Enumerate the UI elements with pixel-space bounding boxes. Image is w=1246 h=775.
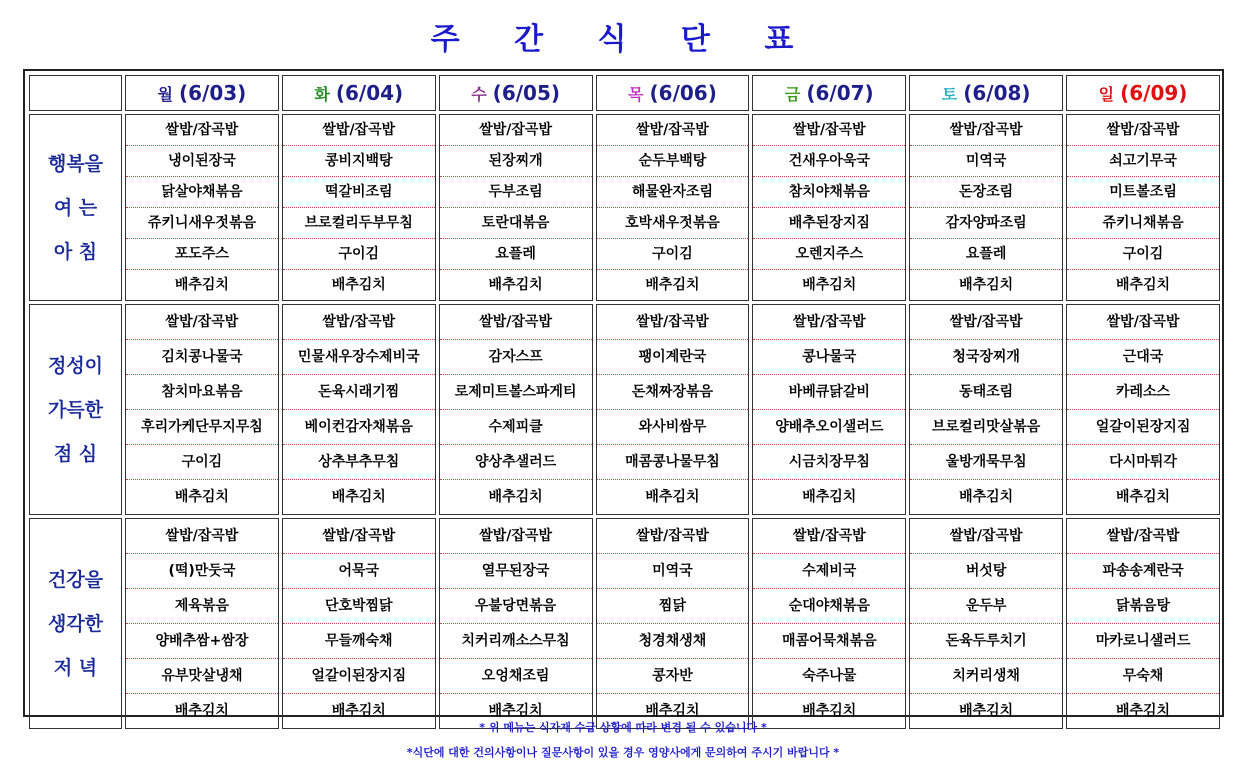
day-header — [1066, 75, 1220, 111]
menu-item: 배추김치 — [802, 277, 857, 293]
day-date: (6/03) — [178, 81, 247, 105]
menu-item: 참치마요볶음 — [126, 375, 278, 410]
menu-item: 양배추오이샐러드 — [753, 410, 905, 445]
menu-item-list — [910, 115, 1062, 300]
menu-cell — [439, 518, 593, 729]
day-icon: 월 — [157, 85, 173, 104]
day-header — [282, 75, 436, 111]
menu-item: 베이컨감자채볶음 — [283, 410, 435, 445]
menu-item-list — [597, 115, 749, 300]
menu-item: 배추김치 — [645, 489, 700, 505]
menu-cell — [282, 114, 436, 301]
menu-item-list — [753, 115, 905, 300]
menu-item: 호박새우젓볶음 — [597, 208, 749, 239]
menu-item: 어묵국 — [283, 554, 435, 589]
menu-item: 배추김치 — [1115, 703, 1171, 719]
menu-item: 다시마튀각 — [1067, 445, 1219, 480]
meal-label-line: 가득한 — [47, 398, 104, 421]
meal-label-line: 점 심 — [53, 442, 98, 465]
menu-item: 콩자반 — [597, 659, 749, 694]
menu-item: 참치야채볶음 — [753, 177, 905, 208]
menu-item: 요플레 — [910, 239, 1062, 270]
menu-item: 울방개묵무침 — [910, 445, 1062, 480]
menu-item: 배추김치 — [488, 489, 543, 505]
menu-item: 쌀밥/잡곡밥 — [126, 305, 278, 340]
menu-item: 동태조림 — [910, 375, 1062, 410]
menu-item-list — [1067, 519, 1219, 728]
header-row — [29, 75, 1220, 111]
day-icon: 목 — [628, 85, 644, 104]
menu-item: 숙주나물 — [753, 659, 905, 694]
menu-item: 치커리깨소스무침 — [440, 624, 592, 659]
menu-item: 무들깨숙채 — [283, 624, 435, 659]
menu-item: 브로컬리맛살볶음 — [910, 410, 1062, 445]
day-header — [909, 75, 1063, 111]
menu-cell — [125, 114, 279, 301]
menu-item-list — [440, 115, 592, 300]
menu-item-list — [440, 305, 592, 514]
day-header — [596, 75, 750, 111]
menu-item: 카레소스 — [1067, 375, 1219, 410]
menu-item: 구이김 — [283, 239, 435, 270]
menu-item: 마카로니샐러드 — [1067, 624, 1219, 659]
day-header — [439, 75, 593, 111]
day-icon: 수 — [471, 85, 487, 104]
notice-line-1: * 위 메뉴는 식자재 수급 상황에 따라 변경 될 수 있습니다 * — [479, 721, 767, 734]
menu-item: 얼갈이된장지짐 — [1067, 410, 1219, 445]
menu-item: 구이김 — [126, 445, 278, 480]
menu-item: 매콤어묵채볶음 — [753, 624, 905, 659]
menu-item-list — [126, 115, 278, 300]
menu-item: 김치콩나물국 — [126, 340, 278, 375]
menu-item: 수제비국 — [753, 554, 905, 589]
menu-item: 돈육시래기찜 — [283, 375, 435, 410]
menu-item: 청경채생채 — [597, 624, 749, 659]
menu-item: 쌀밥/잡곡밥 — [910, 305, 1062, 340]
menu-item: 쌀밥/잡곡밥 — [753, 115, 905, 146]
meal-row — [29, 518, 1220, 729]
menu-item: 쌀밥/잡곡밥 — [597, 115, 749, 146]
weekly-menu-table — [26, 72, 1223, 732]
menu-item: 후리가케단무지무침 — [126, 410, 278, 445]
meal-label-line: 생각한 — [47, 612, 104, 635]
menu-item: 수제피클 — [440, 410, 592, 445]
day-icon: 일 — [1098, 85, 1115, 104]
menu-cell — [125, 304, 279, 515]
menu-item: 상추부추무침 — [283, 445, 435, 480]
menu-item-list — [597, 519, 749, 728]
menu-item: 돈장조림 — [910, 177, 1062, 208]
menu-item: 배추김치 — [959, 489, 1014, 505]
menu-item: 쌀밥/잡곡밥 — [126, 519, 278, 554]
meal-label-line: 정성이 — [47, 354, 104, 377]
menu-item: 배추김치 — [959, 703, 1014, 719]
menu-cell — [596, 304, 750, 515]
menu-item: 감자스프 — [440, 340, 592, 375]
day-icon: 금 — [784, 85, 801, 104]
day-header — [752, 75, 906, 111]
menu-cell — [909, 304, 1063, 515]
menu-item: 배추김치 — [488, 703, 543, 719]
page-title: 주 간 식 단 표 — [430, 22, 816, 57]
menu-item: 구이김 — [1067, 239, 1219, 270]
menu-item-list — [910, 305, 1062, 514]
menu-item: 찜닭 — [597, 589, 749, 624]
notice-line-2: *식단에 대한 건의사항이나 질문사항이 있을 경우 영양사에게 문의하여 주시기 바랍니다 * — [406, 746, 840, 759]
menu-item: 와사비쌈무 — [597, 410, 749, 445]
menu-item-list — [283, 305, 435, 514]
menu-cell — [752, 114, 906, 301]
day-icon: 화 — [314, 85, 330, 104]
menu-item: 쌀밥/잡곡밥 — [597, 305, 749, 340]
menu-item: 배추김치 — [802, 489, 857, 505]
menu-item: 배추김치 — [331, 277, 386, 293]
menu-item-list — [597, 305, 749, 514]
menu-item: 열무된장국 — [440, 554, 592, 589]
menu-item: 근대국 — [1067, 340, 1219, 375]
menu-cell — [909, 518, 1063, 729]
menu-cell — [125, 518, 279, 729]
menu-item: 포도주스 — [126, 239, 278, 270]
menu-item: 쥬키니새우젓볶음 — [126, 208, 278, 239]
menu-item: 쌀밥/잡곡밥 — [283, 115, 435, 146]
menu-item: 배추김치 — [645, 703, 700, 719]
menu-item: 쌀밥/잡곡밥 — [910, 519, 1062, 554]
menu-cell — [282, 518, 436, 729]
day-date: (6/04) — [335, 81, 404, 105]
menu-item-list — [440, 519, 592, 728]
menu-cell — [1066, 114, 1220, 301]
menu-cell — [439, 304, 593, 515]
corner-cell — [29, 75, 122, 111]
menu-item: 오엉채조림 — [440, 659, 592, 694]
menu-item: 배추김치 — [174, 489, 229, 505]
meal-label-line: 건강을 — [47, 568, 104, 591]
menu-item: 배추김치 — [174, 703, 229, 719]
day-header — [125, 75, 279, 111]
menu-item: 유부맛살냉채 — [126, 659, 278, 694]
menu-item: 콩비지백탕 — [283, 146, 435, 177]
meal-label — [29, 304, 122, 515]
menu-item: 쌀밥/잡곡밥 — [1067, 115, 1219, 146]
day-date: (6/06) — [649, 81, 717, 105]
menu-item: 치커리생채 — [910, 659, 1062, 694]
menu-item: 미역국 — [910, 146, 1062, 177]
meal-row — [29, 114, 1220, 301]
menu-item: 콩나물국 — [753, 340, 905, 375]
menu-item: 쌀밥/잡곡밥 — [283, 519, 435, 554]
menu-item: 바베큐닭갈비 — [753, 375, 905, 410]
menu-item: 토란대볶음 — [440, 208, 592, 239]
day-date: (6/05) — [492, 81, 561, 105]
menu-cell — [282, 304, 436, 515]
menu-item: 배추김치 — [645, 277, 700, 293]
menu-cell — [439, 114, 593, 301]
menu-item: 순두부백탕 — [597, 146, 749, 177]
menu-cell — [596, 518, 750, 729]
menu-item: 배추된장지짐 — [753, 208, 905, 239]
menu-item: 두부조림 — [440, 177, 592, 208]
menu-item: 쌀밥/잡곡밥 — [440, 115, 592, 146]
menu-item: 냉이된장국 — [126, 146, 278, 177]
menu-item: 쌀밥/잡곡밥 — [440, 519, 592, 554]
menu-item: 배추김치 — [1115, 489, 1171, 505]
menu-item: 단호박찜닭 — [283, 589, 435, 624]
menu-item: 쥬키니채볶음 — [1067, 208, 1219, 239]
menu-cell — [752, 304, 906, 515]
meal-label-line: 여 는 — [53, 196, 98, 219]
meal-row — [29, 304, 1220, 515]
menu-item: 쌀밥/잡곡밥 — [910, 115, 1062, 146]
meal-label-line: 아 침 — [53, 240, 98, 263]
menu-item: 해물완자조림 — [597, 177, 749, 208]
menu-item: 구이김 — [597, 239, 749, 270]
menu-item-list — [753, 519, 905, 728]
menu-item: 파송송계란국 — [1067, 554, 1219, 589]
menu-item-list — [126, 519, 278, 728]
menu-item: 된장찌개 — [440, 146, 592, 177]
day-date: (6/07) — [806, 81, 874, 105]
menu-item: 브로컬리두부무침 — [283, 208, 435, 239]
menu-item: 건새우아욱국 — [753, 146, 905, 177]
menu-item: 쌀밥/잡곡밥 — [1067, 305, 1219, 340]
meal-label-line: 행복을 — [47, 152, 104, 175]
menu-item: 쌀밥/잡곡밥 — [597, 519, 749, 554]
menu-item: 배추김치 — [331, 703, 386, 719]
menu-item: 미역국 — [597, 554, 749, 589]
menu-cell — [1066, 304, 1220, 515]
menu-item: 팽이계란국 — [597, 340, 749, 375]
menu-item: 닭볶음탕 — [1067, 589, 1219, 624]
menu-item: 쌀밥/잡곡밥 — [283, 305, 435, 340]
menu-item-list — [753, 305, 905, 514]
menu-item: 쌀밥/잡곡밥 — [440, 305, 592, 340]
meal-label — [29, 518, 122, 729]
menu-item: 배추김치 — [331, 489, 386, 505]
day-date: (6/08) — [963, 81, 1031, 105]
menu-item: 닭살야채볶음 — [126, 177, 278, 208]
menu-item-list — [1067, 115, 1219, 300]
menu-item-list — [910, 519, 1062, 728]
menu-item-list — [283, 519, 435, 728]
menu-cell — [596, 114, 750, 301]
menu-item: 오렌지주스 — [753, 239, 905, 270]
menu-item: 양배추쌈+쌈장 — [126, 624, 278, 659]
menu-item: 순대야채볶음 — [753, 589, 905, 624]
menu-item: 버섯탕 — [910, 554, 1062, 589]
menu-item: 무숙채 — [1067, 659, 1219, 694]
menu-item: 민물새우장수제비국 — [283, 340, 435, 375]
menu-item: 매콤콩나물무침 — [597, 445, 749, 480]
menu-cell — [909, 114, 1063, 301]
menu-item: 떡갈비조림 — [283, 177, 435, 208]
day-icon: 토 — [941, 85, 958, 104]
menu-item: (떡)만둣국 — [126, 554, 278, 589]
menu-item: 배추김치 — [959, 277, 1014, 293]
menu-item: 얼갈이된장지짐 — [283, 659, 435, 694]
menu-item: 배추김치 — [488, 277, 543, 293]
menu-cell — [752, 518, 906, 729]
menu-cell — [1066, 518, 1220, 729]
menu-item: 미트볼조림 — [1067, 177, 1219, 208]
menu-item: 제육볶음 — [126, 589, 278, 624]
menu-item: 배추김치 — [174, 277, 229, 293]
menu-item-list — [126, 305, 278, 514]
menu-item: 요플레 — [440, 239, 592, 270]
menu-item: 쌀밥/잡곡밥 — [753, 305, 905, 340]
meal-label-line: 저 녁 — [53, 656, 98, 679]
menu-item-list — [1067, 305, 1219, 514]
menu-item: 쌀밥/잡곡밥 — [753, 519, 905, 554]
menu-item: 쌀밥/잡곡밥 — [126, 115, 278, 146]
menu-body — [29, 114, 1220, 729]
menu-item: 돈채짜장볶음 — [597, 375, 749, 410]
menu-item: 쇠고기무국 — [1067, 146, 1219, 177]
menu-item: 쌀밥/잡곡밥 — [1067, 519, 1219, 554]
menu-item: 감자양파조림 — [910, 208, 1062, 239]
menu-item: 운두부 — [910, 589, 1062, 624]
meal-label — [29, 114, 122, 301]
day-date: (6/09) — [1120, 81, 1188, 105]
menu-item: 양상추샐러드 — [440, 445, 592, 480]
menu-item-list — [283, 115, 435, 300]
menu-item: 시금치장무침 — [753, 445, 905, 480]
menu-item: 돈육두루치기 — [910, 624, 1062, 659]
menu-item: 배추김치 — [802, 703, 857, 719]
menu-item: 배추김치 — [1115, 277, 1171, 293]
menu-item: 로제미트볼스파게티 — [440, 375, 592, 410]
menu-item: 청국장찌개 — [910, 340, 1062, 375]
menu-item: 우불당면볶음 — [440, 589, 592, 624]
